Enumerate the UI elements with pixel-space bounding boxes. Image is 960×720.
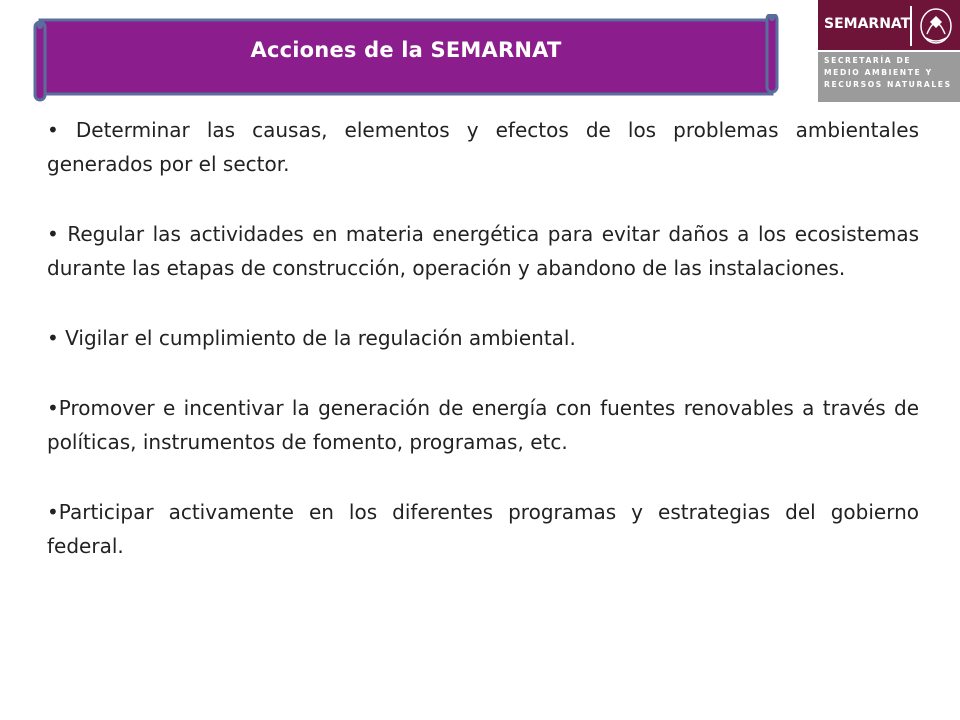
list-item <box>47 391 919 459</box>
bullet-icon: • <box>47 326 66 350</box>
logo-top-band <box>818 0 960 50</box>
mexican-coat-of-arms-icon <box>918 4 954 46</box>
list-item <box>47 495 919 563</box>
logo-subtitle: SECRETARÍA DE MEDIO AMBIENTE Y RECURSOS NATURALES <box>824 56 952 89</box>
list-item <box>47 113 919 181</box>
list-item <box>47 217 919 285</box>
title-banner <box>30 14 782 104</box>
semarnat-logo <box>818 0 960 102</box>
bullet-text: Participar activamente en los diferentes programas y estrategias del gobierno federal. <box>47 500 919 558</box>
bullet-list <box>47 113 919 599</box>
bullet-icon: • <box>47 118 76 142</box>
logo-divider <box>818 50 960 52</box>
logo-wordmark: SEMARNAT <box>824 16 911 32</box>
page-title: Acciones de la SEMARNAT <box>250 38 562 62</box>
bullet-text: Regular las actividades en materia energética para evitar daños a los ecosistemas durante las etapas de construcción, operación y abandono de las instalaciones. <box>47 222 919 280</box>
list-item <box>47 321 919 355</box>
bullet-text: Promover e incentivar la generación de energía con fuentes renovables a través de políticas, instrumentos de fomento, programas, etc. <box>47 396 919 454</box>
logo-separator <box>910 6 912 46</box>
bullet-icon: • <box>47 222 68 246</box>
bullet-icon: • <box>47 500 59 524</box>
bullet-text: Vigilar el cumplimiento de la regulación ambiental. <box>65 326 576 350</box>
bullet-text: Determinar las causas, elementos y efectos de los problemas ambientales generados por el sector. <box>47 118 919 176</box>
bullet-icon: • <box>47 396 59 420</box>
